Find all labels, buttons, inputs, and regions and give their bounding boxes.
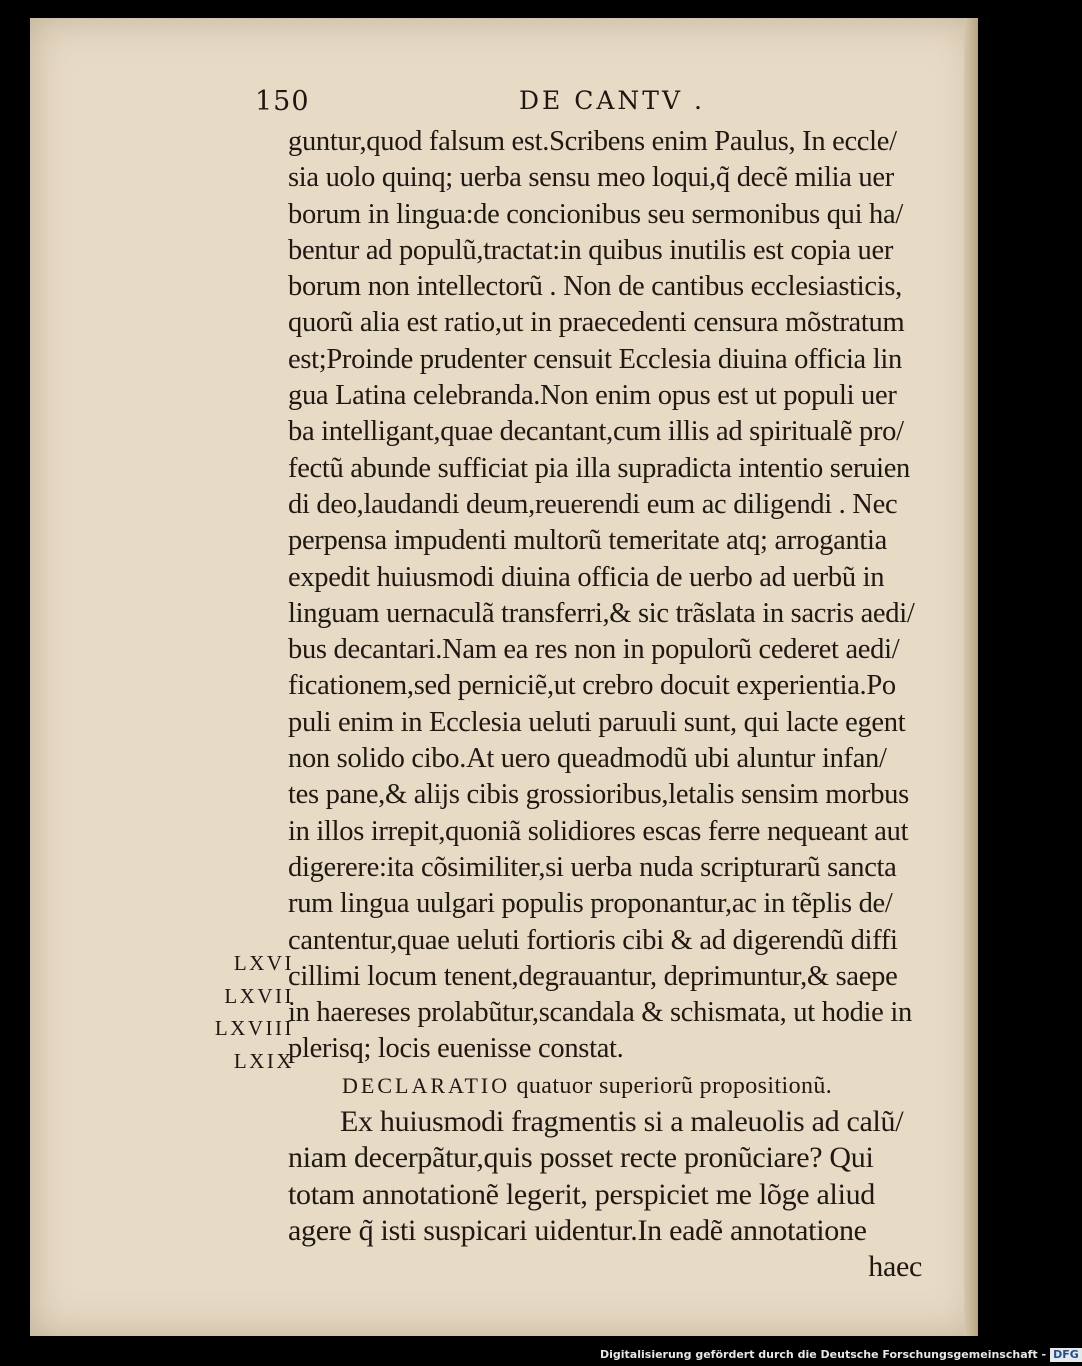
text-line: puli enim in Ecclesia ueluti paruuli sunt, qui lacte egent: [288, 706, 906, 738]
margin-number: LXIX: [233, 1048, 294, 1073]
credit-text: Digitalisierung gefördert durch die Deutsche Forschungsgemeinschaft -: [600, 1348, 1047, 1361]
text-line: borum non intellectorũ . Non de cantibus ecclesiasticis,: [288, 271, 902, 303]
text-line: bentur ad populũ,tractat:in quibus inutilis est copia uer: [288, 234, 894, 266]
text-line: tes pane,& alijs cibis grossioribus,letalis sensim morbus: [288, 779, 909, 811]
page-number: 150: [255, 86, 310, 117]
digitization-credit: [600, 1348, 1079, 1366]
main-text: [288, 124, 928, 1286]
section-heading-rest: quatuor superiorũ propositionũ.: [510, 1072, 833, 1099]
text-line: perpensa impudenti multorũ temeritate atq; arrogantia: [288, 525, 888, 557]
text-line: ficationem,sed perniciẽ,ut crebro docuit experientia.Po: [288, 670, 896, 702]
margin-number: LXVI: [233, 951, 294, 975]
text-line: plerisq; locis euenisse constat.: [288, 1033, 624, 1065]
margin-number: LXVII: [224, 983, 294, 1008]
text-line: in illos irrepit,quoniã solidiores escas ferre nequeant aut: [288, 815, 909, 847]
text-line: cillimi locum tenent,degrauantur, deprimuntur,& saepe: [288, 960, 898, 992]
text-line: gua Latina celebranda.Non enim opus est ut populi uer: [288, 380, 897, 412]
margin-number: LXVIII: [214, 1016, 294, 1040]
text-line: di deo,laudandi deum,reuerendi eum ac diligendi . Nec: [288, 488, 898, 520]
text-line: guntur,quod falsum est.Scribens enim Paulus, In eccle/: [288, 126, 897, 157]
page-edge: [964, 18, 978, 1336]
running-head: DE CANTV .: [519, 86, 705, 115]
text-line: cantentur,quae ueluti fortioris cibi & ad digerendũ diffi: [288, 924, 898, 956]
catchword: haec: [868, 1250, 922, 1284]
section-line: niam decerpãtur,quis posset recte pronũciare? Qui: [288, 1141, 874, 1175]
section-line: Ex huiusmodi fragmentis si a maleuolis ad calũ/: [340, 1105, 904, 1139]
text-line: expedit huiusmodi diuina officia de uerbo ad uerbũ in: [288, 561, 885, 593]
section-line: agere q̃ isti suspicari uidentur.In eadẽ annotatione: [288, 1213, 867, 1247]
text-line: quorũ alia est ratio,ut in praecedenti censura mõstratum: [288, 307, 905, 339]
text-line: ba intelligant,quae decantant,cum illis ad spiritualẽ pro/: [288, 416, 904, 448]
text-line: in haereses prolabũtur,scandala & schismata, ut hodie in: [288, 997, 912, 1029]
page-header: [255, 86, 875, 126]
text-line: fectũ abunde sufficiat pia illa supradicta intentio seruien: [288, 452, 911, 484]
dfg-logo: DFG: [1050, 1348, 1082, 1362]
text-line: est;Proinde prudenter censuit Ecclesia diuina officia lin: [288, 343, 902, 375]
margin-numbers: [184, 947, 294, 1077]
text-line: linguam uernaculã transferri,& sic trãslata in sacris aedi/: [288, 597, 915, 629]
section-heading-caps: DECLARATIO: [342, 1072, 511, 1098]
text-line: borum in lingua:de concionibus seu sermonibus qui ha/: [288, 198, 903, 230]
text-line: rum lingua uulgari populis proponantur,ac in tẽplis de/: [288, 888, 893, 920]
text-line: bus decantari.Nam ea res non in populorũ cederet aedi/: [288, 634, 900, 666]
section-heading: [288, 1068, 928, 1104]
text-line: non solido cibo.At uero queadmodũ ubi aluntur infan/: [288, 743, 887, 775]
text-line: sia uolo quinq; uerba sensu meo loqui,q̃ decẽ milia uer: [288, 162, 894, 194]
section-line: totam annotationẽ legerit, perspiciet me lõge aliud: [288, 1177, 876, 1211]
text-line: digerere:ita cõsimiliter,si uerba nuda scripturarũ sancta: [288, 851, 897, 883]
